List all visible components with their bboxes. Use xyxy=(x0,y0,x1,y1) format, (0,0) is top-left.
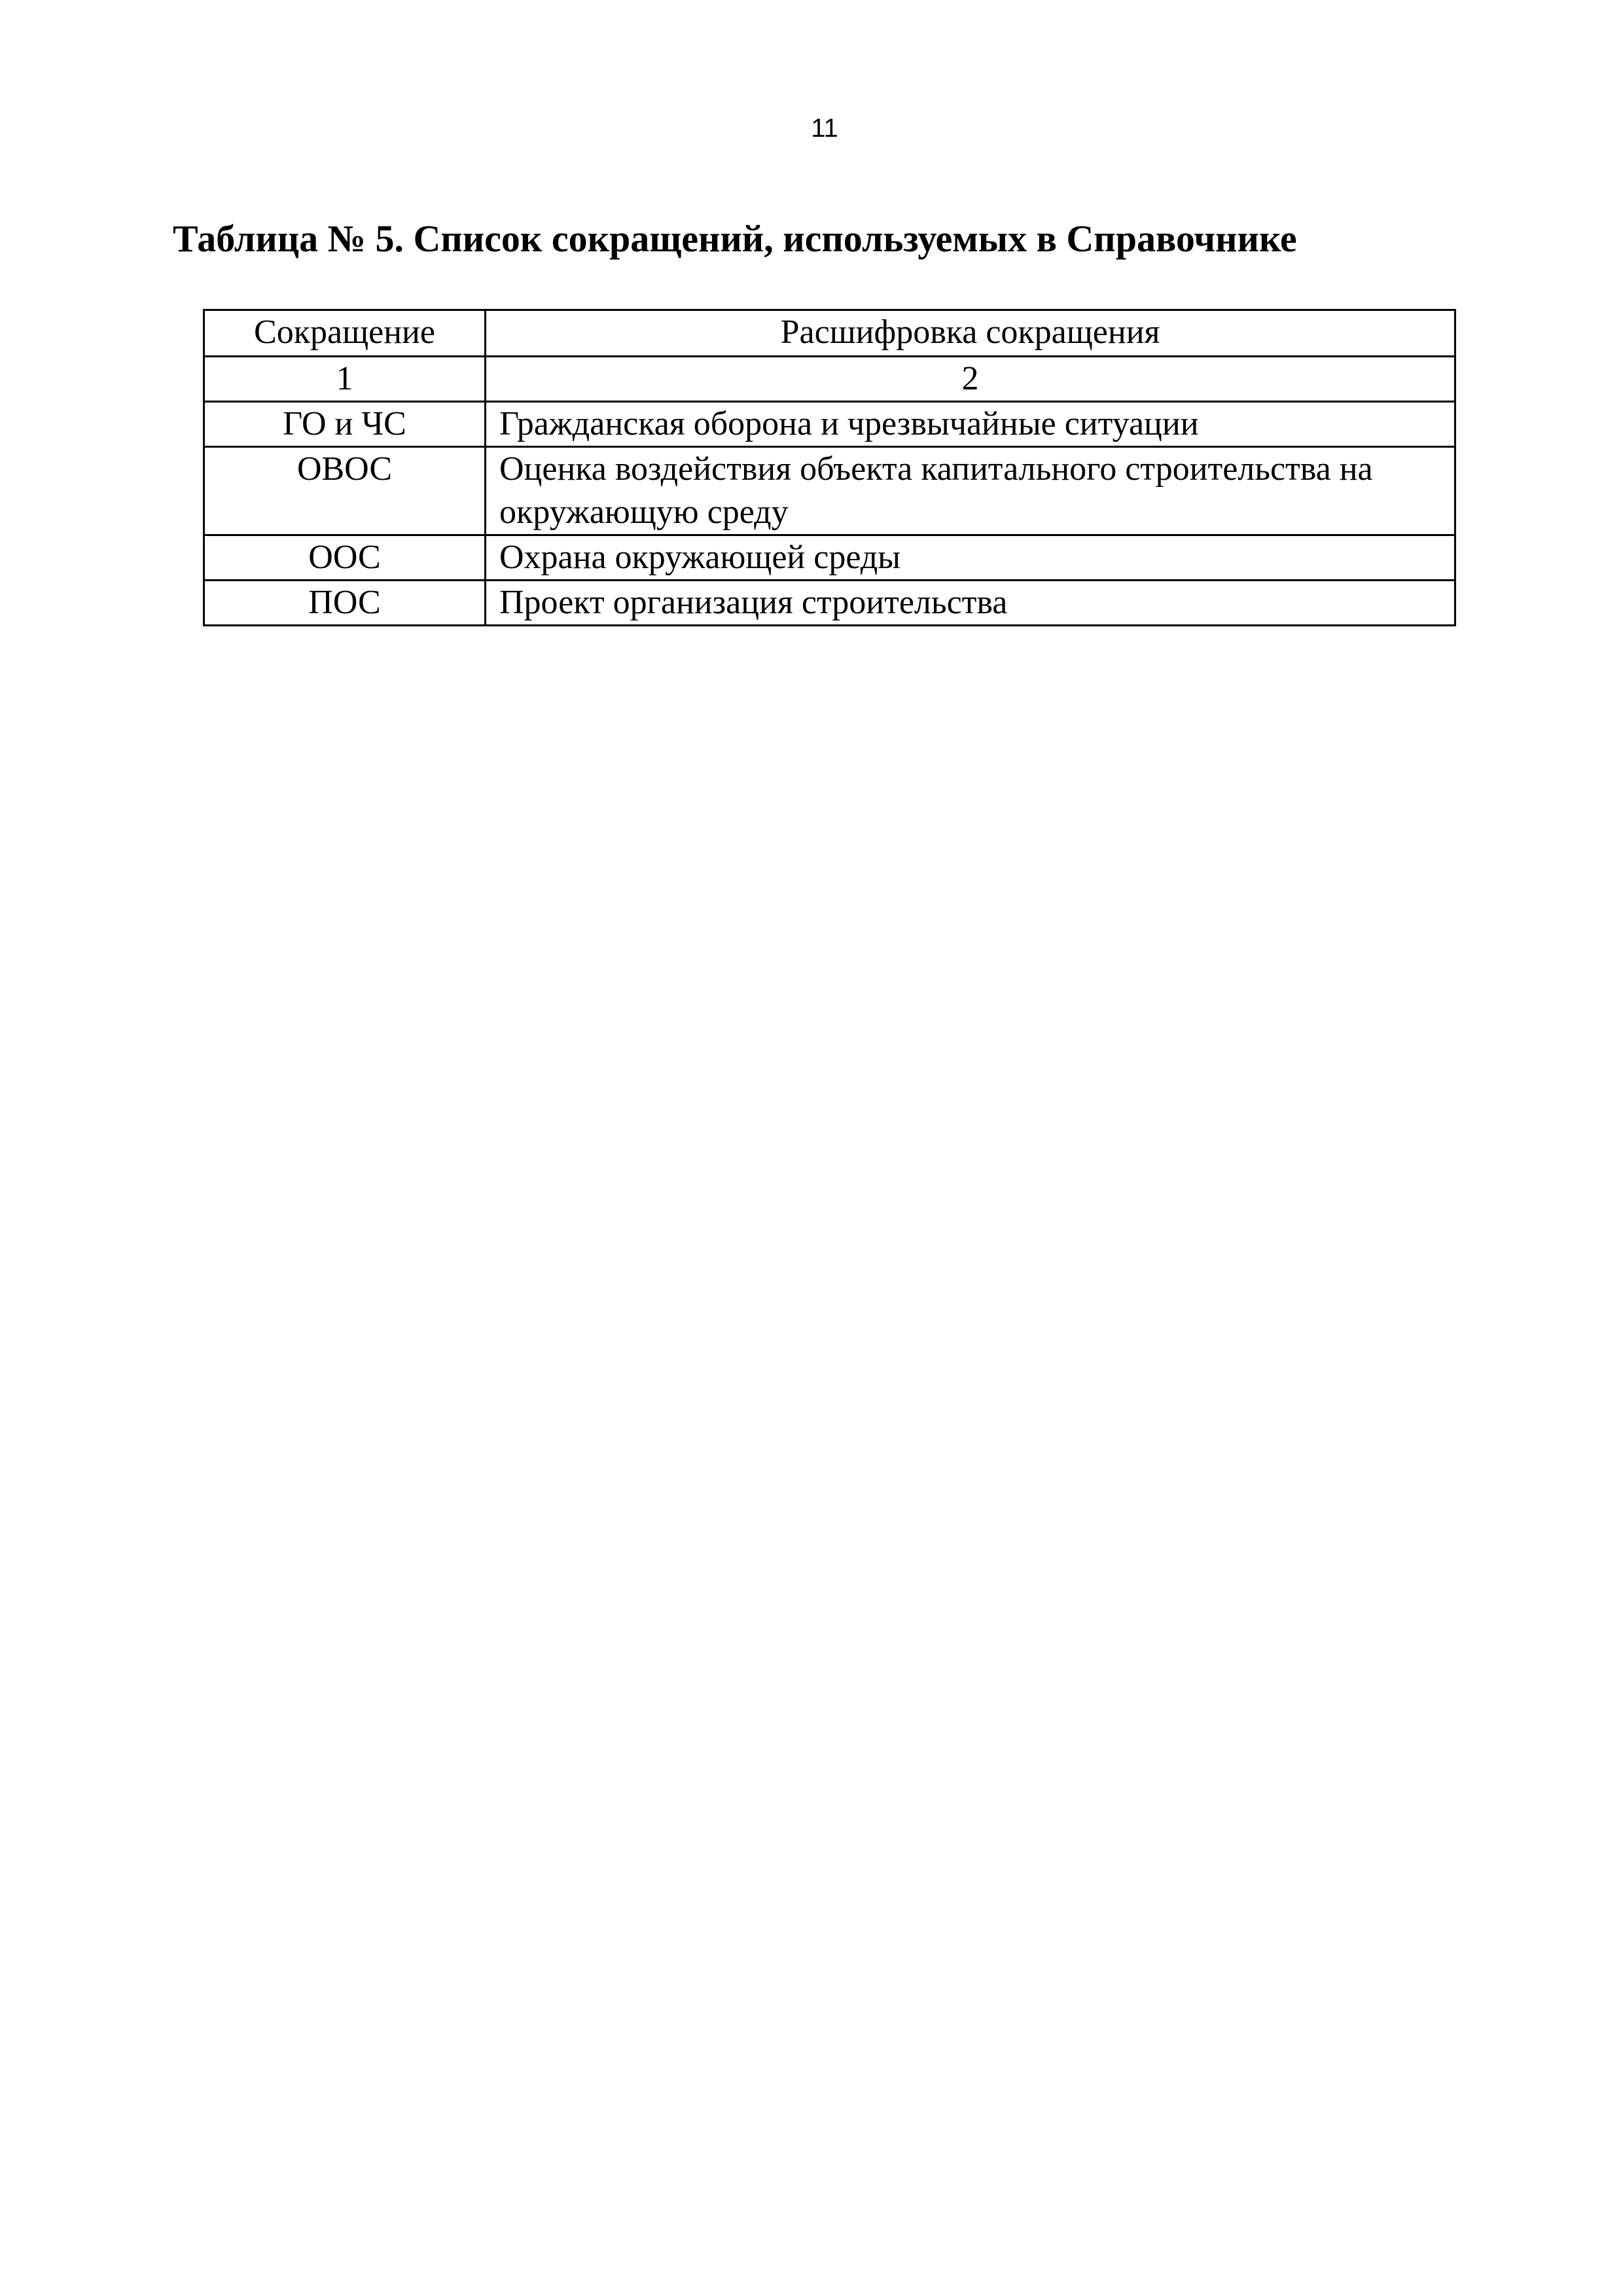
table-row xyxy=(204,447,1455,535)
table-row xyxy=(204,535,1455,581)
column-number-1: 1 xyxy=(204,357,486,402)
table-header-row xyxy=(204,310,1455,357)
table-row xyxy=(204,402,1455,447)
column-header-abbreviation: Сокращение xyxy=(204,310,486,357)
table-row xyxy=(204,581,1455,626)
abbreviation-cell: ПОС xyxy=(204,581,486,626)
abbreviations-table xyxy=(203,309,1456,626)
abbreviation-cell: ООС xyxy=(204,535,486,581)
expansion-cell: Охрана окружающей среды xyxy=(486,535,1455,581)
expansion-cell: Проект организация строительства xyxy=(486,581,1455,626)
column-number-2: 2 xyxy=(486,357,1455,402)
page-number: 11 xyxy=(811,114,838,143)
column-header-expansion: Расшифровка сокращения xyxy=(486,310,1455,357)
column-number-row xyxy=(204,357,1455,402)
table-title: Таблица № 5. Список сокращений, используемых в Справочнике xyxy=(173,217,1297,260)
abbreviation-cell: ГО и ЧС xyxy=(204,402,486,447)
expansion-cell: Гражданская оборона и чрезвычайные ситуации xyxy=(486,402,1455,447)
abbreviation-cell: ОВОС xyxy=(204,447,486,535)
expansion-cell: Оценка воздействия объекта капитального строительства на окружающую среду xyxy=(486,447,1455,535)
